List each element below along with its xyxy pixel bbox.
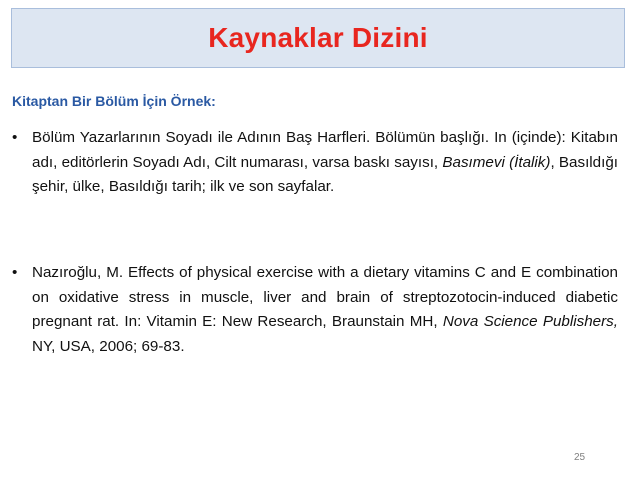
- bullet-icon: •: [12, 129, 18, 146]
- slide-title: Kaynaklar Dizini: [208, 22, 428, 53]
- format-text-part2: , Basıldığı şehir, ülke, Basıldığı tarih; ilk ve son sayfalar.: [32, 153, 618, 195]
- bullet-item-format: [12, 126, 618, 200]
- example-reference: [32, 261, 618, 359]
- bullet-item-example: [12, 261, 618, 359]
- example-text-part1: Nazıroğlu, M. Effects of physical exercise with a dietary vitamins C and E combination on oxidative stress in muscle, liver and brain of streptozotocin-induced diabetic pregnant rat. In: Vitamin E: New Research, Braunstain MH,: [32, 264, 618, 330]
- page-number: 25: [574, 452, 586, 463]
- format-description: [32, 126, 618, 200]
- example-text-part2: NY, USA, 2006; 69-83.: [32, 337, 185, 355]
- format-text-part1: Bölüm Yazarlarının Soyadı ile Adının Baş Harfleri. Bölümün başlığı. In (içinde): Kitabın adı, editörlerin Soyadı Adı, Cilt numarası, varsa baskı sayısı,: [32, 129, 618, 171]
- title-banner: [11, 8, 625, 68]
- format-text-italic: Basımevi (İtalik): [442, 153, 551, 171]
- example-text-italic: Nova Science Publishers,: [442, 313, 618, 330]
- bullet-icon: •: [12, 264, 18, 281]
- section-subtitle: Kitaptan Bir Bölüm İçin Örnek:: [12, 93, 216, 109]
